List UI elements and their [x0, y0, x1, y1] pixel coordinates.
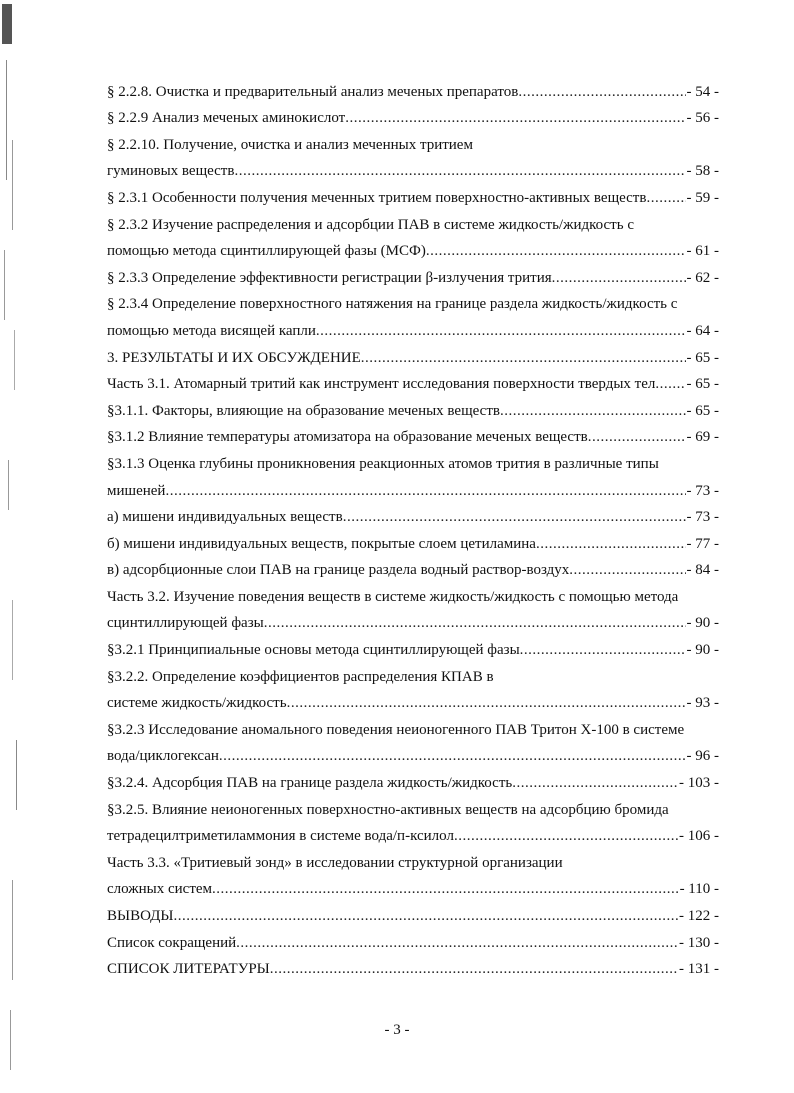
toc-entry-page: - 103 -	[679, 775, 719, 792]
toc-entry[interactable]	[107, 765, 719, 792]
toc-dot-leader	[536, 535, 686, 553]
toc-entry[interactable]	[107, 898, 719, 925]
toc-entry-page: - 61 -	[686, 243, 719, 260]
toc-entry-title: тетрадецилтриметиламмония в системе вода/п-ксилол	[107, 828, 454, 845]
toc-entry-title: мишеней	[107, 482, 166, 499]
toc-entry-title: Часть 3.3. «Тритиевый зонд» в исследовании структурной организации	[107, 854, 563, 871]
toc-dot-leader	[234, 162, 685, 180]
toc-entry[interactable]	[107, 819, 719, 846]
table-of-contents	[107, 74, 719, 978]
toc-entry-title: вода/циклогексан	[107, 748, 219, 765]
toc-entry[interactable]	[107, 234, 719, 261]
toc-entry-first-line[interactable]	[107, 659, 719, 686]
toc-entry-first-line[interactable]	[107, 127, 719, 154]
toc-entry-title: 3. РЕЗУЛЬТАТЫ И ИХ ОБСУЖДЕНИЕ	[107, 349, 361, 366]
toc-entry-page: - 65 -	[686, 376, 719, 393]
toc-dot-leader	[655, 375, 685, 393]
toc-entry[interactable]	[107, 952, 719, 979]
toc-entry-page: - 73 -	[686, 482, 719, 499]
toc-entry-page: - 58 -	[686, 163, 719, 180]
toc-entry-title: §3.2.4. Адсорбция ПАВ на границе раздела жидкость/жидкость	[107, 775, 513, 792]
toc-entry[interactable]	[107, 606, 719, 633]
toc-entry-page: - 65 -	[686, 402, 719, 419]
toc-entry-first-line[interactable]	[107, 207, 719, 234]
toc-entry-title: §3.2.3 Исследование аномального поведения неионогенного ПАВ Тритон Х-100 в системе	[107, 721, 685, 738]
toc-entry[interactable]	[107, 74, 719, 101]
toc-entry-page: - 93 -	[686, 695, 719, 712]
toc-entry-title: §3.1.2 Влияние температуры атомизатора на образование меченых веществ	[107, 429, 588, 446]
toc-entry-title: гуминовых веществ	[107, 163, 235, 180]
toc-entry[interactable]	[107, 739, 719, 766]
toc-entry-title: СПИСОК ЛИТЕРАТУРЫ	[107, 961, 270, 978]
toc-entry-title: § 2.3.4 Определение поверхностного натяжения на границе раздела жидкость/жидкость с	[107, 296, 678, 313]
toc-entry-title: ВЫВОДЫ	[107, 908, 174, 924]
toc-dot-leader	[361, 349, 686, 367]
toc-dot-leader	[165, 482, 685, 500]
toc-entry-title: §3.2.5. Влияние неионогенных поверхностно-активных веществ на адсорбцию бромида	[107, 801, 669, 818]
toc-entry-title: сцинтиллирующей фазы	[107, 615, 264, 632]
toc-entry[interactable]	[107, 473, 719, 500]
toc-dot-leader	[287, 694, 686, 712]
toc-dot-leader	[219, 747, 686, 765]
toc-entry-page: - 54 -	[686, 83, 719, 100]
toc-dot-leader	[316, 322, 686, 340]
toc-entry-title: Часть 3.2. Изучение поведения веществ в системе жидкость/жидкость с помощью метода	[107, 588, 679, 605]
toc-entry-title: § 2.3.1 Особенности получения меченных тритием поверхностно-активных веществ	[107, 189, 647, 206]
toc-entry[interactable]	[107, 260, 719, 287]
toc-dot-leader	[518, 83, 685, 101]
toc-dot-leader	[174, 907, 679, 925]
toc-dot-leader	[588, 428, 686, 446]
toc-entry-page: - 73 -	[686, 509, 719, 526]
toc-entry-title: § 2.3.3 Определение эффективности регистрации β-излучения трития	[107, 269, 552, 286]
toc-entry-title: а) мишени индивидуальных веществ	[107, 509, 343, 526]
toc-entry[interactable]	[107, 154, 719, 181]
toc-dot-leader	[552, 269, 686, 287]
toc-entry[interactable]	[107, 686, 719, 713]
toc-dot-leader	[646, 189, 685, 207]
toc-entry-page: - 96 -	[686, 748, 719, 765]
toc-dot-leader	[236, 934, 678, 952]
toc-dot-leader	[569, 561, 685, 579]
scan-margin-artifacts	[0, 0, 40, 1093]
toc-entry[interactable]	[107, 553, 719, 580]
toc-entry-first-line[interactable]	[107, 579, 719, 606]
page-number: - 3 -	[384, 1022, 410, 1038]
toc-entry-first-line[interactable]	[107, 845, 719, 872]
toc-entry-page: - 69 -	[686, 429, 719, 446]
toc-entry[interactable]	[107, 393, 719, 420]
toc-entry-title: системе жидкость/жидкость	[107, 695, 287, 712]
toc-entry-title: § 2.3.2 Изучение распределения и адсорбции ПАВ в системе жидкость/жидкость с	[107, 216, 634, 233]
toc-entry-title: помощью метода сцинтиллирующей фазы (МСФ)	[107, 243, 426, 260]
toc-entry-title: §3.2.1 Принципиальные основы метода сцинтиллирующей фазы	[107, 642, 520, 659]
toc-dot-leader	[270, 960, 678, 978]
toc-entry-page: - 110 -	[679, 881, 719, 898]
toc-entry-page: - 90 -	[686, 642, 719, 659]
toc-dot-leader	[454, 827, 678, 845]
toc-entry-page: - 106 -	[679, 828, 719, 845]
toc-entry[interactable]	[107, 526, 719, 553]
toc-dot-leader	[212, 880, 679, 898]
toc-entry-title: §3.2.2. Определение коэффициентов распределения КПАВ в	[107, 668, 494, 685]
toc-entry-page: - 131 -	[679, 961, 719, 978]
toc-entry-title: §3.1.3 Оценка глубины проникновения реакционных атомов трития в различные типы	[107, 455, 659, 472]
toc-dot-leader	[264, 614, 686, 632]
toc-entry-title: § 2.2.8. Очистка и предварительный анализ меченых препаратов	[107, 83, 519, 100]
toc-entry[interactable]	[107, 872, 719, 899]
toc-entry[interactable]	[107, 340, 719, 367]
toc-entry[interactable]	[107, 367, 719, 394]
toc-entry-title: Часть 3.1. Атомарный тритий как инструмент исследования поверхности твердых тел	[107, 376, 656, 393]
toc-entry-page: - 59 -	[686, 189, 719, 206]
toc-entry-title: § 2.2.9 Анализ меченых аминокислот	[107, 110, 346, 127]
toc-entry-page: - 77 -	[686, 535, 719, 552]
toc-entry[interactable]	[107, 925, 719, 952]
toc-dot-leader	[345, 109, 685, 127]
toc-entry[interactable]	[107, 313, 719, 340]
toc-entry-title: Список сокращений	[107, 934, 237, 951]
toc-dot-leader	[343, 508, 686, 526]
toc-dot-leader	[520, 641, 686, 659]
toc-dot-leader	[426, 242, 686, 260]
toc-entry-page: - 62 -	[686, 269, 719, 286]
toc-entry-page: - 56 -	[686, 110, 719, 127]
toc-entry-page: - 90 -	[686, 615, 719, 632]
toc-entry-title: сложных систем	[107, 881, 213, 898]
toc-entry-page: - 65 -	[686, 349, 719, 366]
toc-entry-first-line[interactable]	[107, 792, 719, 819]
toc-entry-first-line[interactable]	[107, 287, 719, 314]
toc-entry-page: - 84 -	[686, 562, 719, 579]
toc-entry[interactable]	[107, 500, 719, 527]
toc-entry-first-line[interactable]	[107, 712, 719, 739]
toc-entry[interactable]	[107, 180, 719, 207]
toc-entry-title: помощью метода висящей капли	[107, 322, 316, 339]
toc-entry-page: - 64 -	[686, 322, 719, 339]
toc-entry-title: §3.1.1. Факторы, влияющие на образование меченых веществ	[107, 402, 500, 419]
toc-entry-title: § 2.2.10. Получение, очистка и анализ меченных тритием	[107, 136, 473, 153]
toc-entry-title: в) адсорбционные слои ПАВ на границе раздела водный раствор-воздух	[107, 562, 570, 579]
toc-dot-leader	[512, 774, 678, 792]
toc-entry-page: - 130 -	[679, 934, 719, 951]
toc-entry[interactable]	[107, 420, 719, 447]
toc-entry[interactable]	[107, 101, 719, 128]
toc-entry-page: - 122 -	[679, 908, 719, 924]
toc-dot-leader	[500, 402, 686, 420]
toc-entry[interactable]	[107, 632, 719, 659]
toc-entry-title: б) мишени индивидуальных веществ, покрытые слоем цетиламина	[107, 535, 536, 552]
toc-entry-first-line[interactable]	[107, 446, 719, 473]
